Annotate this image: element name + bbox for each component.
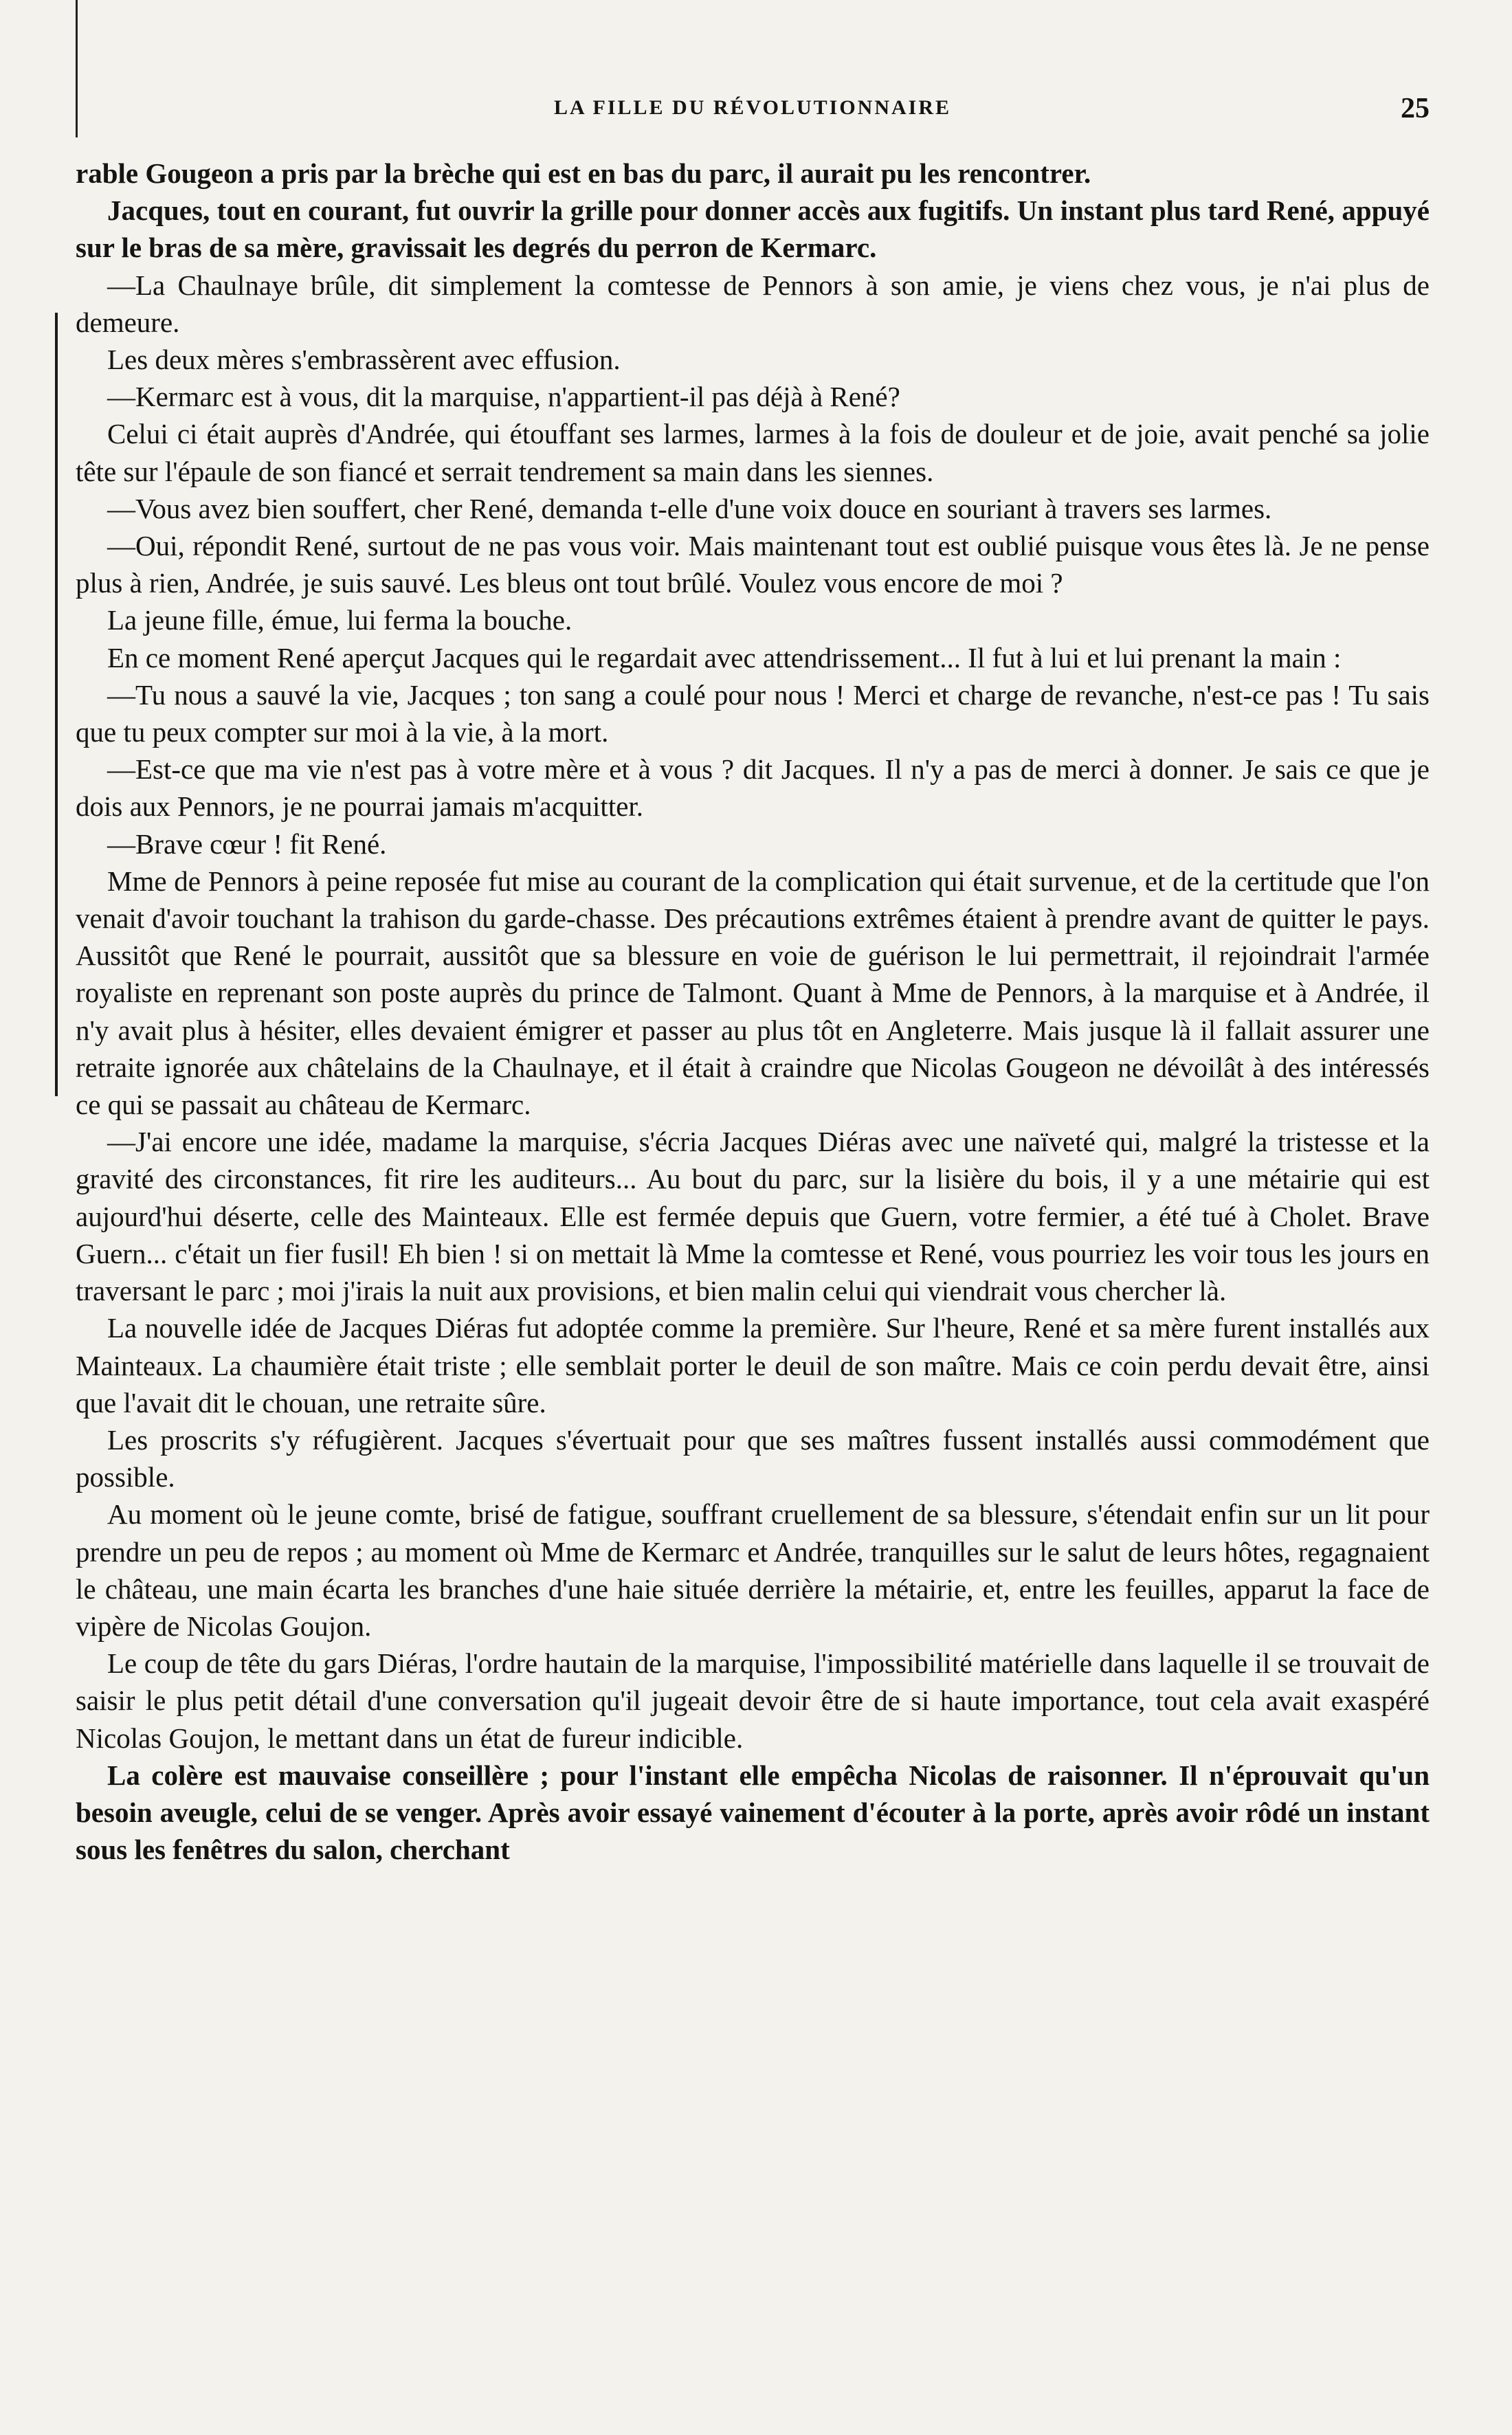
running-title: LA FILLE DU RÉVOLUTIONNAIRE (554, 96, 951, 119)
margin-bar (55, 313, 58, 1096)
body-text (76, 155, 1430, 1868)
page-header (76, 93, 1430, 137)
paragraph: —Tu nous a sauvé la vie, Jacques ; ton sang a coulé pour nous ! Merci et charge de revanche, n'est-ce pas ! Tu sais que tu peux compter sur moi à la vie, à la mort. (76, 678, 1430, 748)
paragraph: La colère est mauvaise conseillère ; pour l'instant elle empêcha Nicolas de raisonner. Il n'éprouvait qu'un besoin aveugle, celui de se venger. Après avoir essayé vainement d'écouter à la porte, après avoir rôdé un instant sous les fenêtres du salon, cherchant (76, 1759, 1430, 1866)
paragraph: Au moment où le jeune comte, brisé de fatigue, souffrant cruellement de sa blessure, s'étendait enfin sur un lit pour prendre un peu de repos ; au moment où Mme de Kermarc et Andrée, tranquilles sur le salut de leurs hôtes, regagnaient le château, une main écarta les branches d'une haie située derrière la métairie, et, entre les feuilles, apparut la face de vipère de Nicolas Goujon. (76, 1498, 1430, 1642)
paragraph: Les deux mères s'embrassèrent avec effusion. (107, 344, 621, 376)
paragraph: Le coup de tête du gars Diéras, l'ordre hautain de la marquise, l'impossibilité matérielle dans laquelle il se trouvait de saisir le plus petit détail d'une conversation qu'il jugeait devoir être de si haute importance, tout cela avait exaspéré Nicolas Goujon, le mettant dans un état de fureur indicible. (76, 1647, 1430, 1754)
paragraph: —Kermarc est à vous, dit la marquise, n'appartient-il pas déjà à René? (107, 381, 900, 413)
paragraph: Jacques, tout en courant, fut ouvrir la grille pour donner accès aux fugitifs. Un instant plus tard René, appuyé sur le bras de sa mère, gravissait les degrés du perron de Kermarc. (76, 194, 1430, 264)
paragraph: —J'ai encore une idée, madame la marquise, s'écria Jacques Diéras avec une naïveté qui, malgré la tristesse et la gravité des circonstances, fit rire les auditeurs... Au bout du parc, sur la lisière du bois, il y a une métairie qui est aujourd'hui déserte, celle des Mainteaux. Elle est fermée depuis que Guern, votre fermier, a été tué à Cholet. Brave Guern... c'était un fier fusil! Eh bien ! si on mettait là Mme la comtesse et René, vous pourriez les voir tous les jours en traversant le parc ; moi j'irais la nuit aux provisions, et bien malin celui qui viendrait vous chercher là. (76, 1126, 1430, 1307)
paragraph: —Vous avez bien souffert, cher René, demanda t-elle d'une voix douce en souriant à travers ses larmes. (107, 492, 1272, 524)
paragraph: —La Chaulnaye brûle, dit simplement la comtesse de Pennors à son amie, je viens chez vous, je n'ai plus de demeure. (76, 269, 1430, 338)
paragraph: La jeune fille, émue, lui ferma la bouche. (107, 604, 572, 636)
paragraph: La nouvelle idée de Jacques Diéras fut adoptée comme la première. Sur l'heure, René et sa mère furent installés aux Mainteaux. La chaumière était triste ; elle semblait porter le deuil de son maître. Mais ce coin perdu devait être, ainsi que l'avait dit le chouan, une retraite sûre. (76, 1312, 1430, 1419)
paragraph: En ce moment René aperçut Jacques qui le regardait avec attendrissement... Il fut à lui et lui prenant la main : (107, 641, 1342, 674)
page-number: 25 (1401, 93, 1430, 124)
paragraph: —Oui, répondit René, surtout de ne pas vous voir. Mais maintenant tout est oublié puisque vous êtes là. Je ne pense plus à rien, Andrée, je suis sauvé. Les bleus ont tout brûlé. Voulez vous encore de moi ? (76, 530, 1430, 599)
paragraph: —Brave cœur ! fit René. (107, 827, 387, 860)
paragraph: —Est-ce que ma vie n'est pas à votre mère et à vous ? dit Jacques. Il n'y a pas de merci à donner. Je sais ce que je dois aux Pennors, je ne pourrai jamais m'acquitter. (76, 753, 1430, 823)
paragraph: Mme de Pennors à peine reposée fut mise au courant de la complication qui était survenue, et de la certitude que l'on venait d'avoir touchant la trahison du garde-chasse. Des précautions extrêmes étaient à prendre avant de quitter le pays. Aussitôt que René le pourrait, aussitôt que sa blessure en voie de guérison le lui permettrait, il rejoindrait l'armée royaliste en reprenant son poste auprès du prince de Talmont. Quant à Mme de Pennors, à la marquise et à Andrée, il n'y avait plus à hésiter, elles devaient émigrer et passer au plus tôt en Angleterre. Mais jusque là il fallait assurer une retraite ignorée aux châtelains de la Chaulnaye, et il était à craindre que Nicolas Gougeon ne dévoilât à des intéressés ce qui se passait au château de Kermarc. (76, 865, 1430, 1121)
paragraph: rable Gougeon a pris par la brèche qui est en bas du parc, il aurait pu les rencontrer. (76, 157, 1091, 189)
paragraph: Celui ci était auprès d'Andrée, qui étouffant ses larmes, larmes à la fois de douleur et de joie, avait penché sa jolie tête sur l'épaule de son fiancé et serrait tendrement sa main dans les siennes. (76, 418, 1430, 487)
paragraph: Les proscrits s'y réfugièrent. Jacques s'évertuait pour que ses maîtres fussent installés aussi commodément que possible. (76, 1423, 1430, 1493)
